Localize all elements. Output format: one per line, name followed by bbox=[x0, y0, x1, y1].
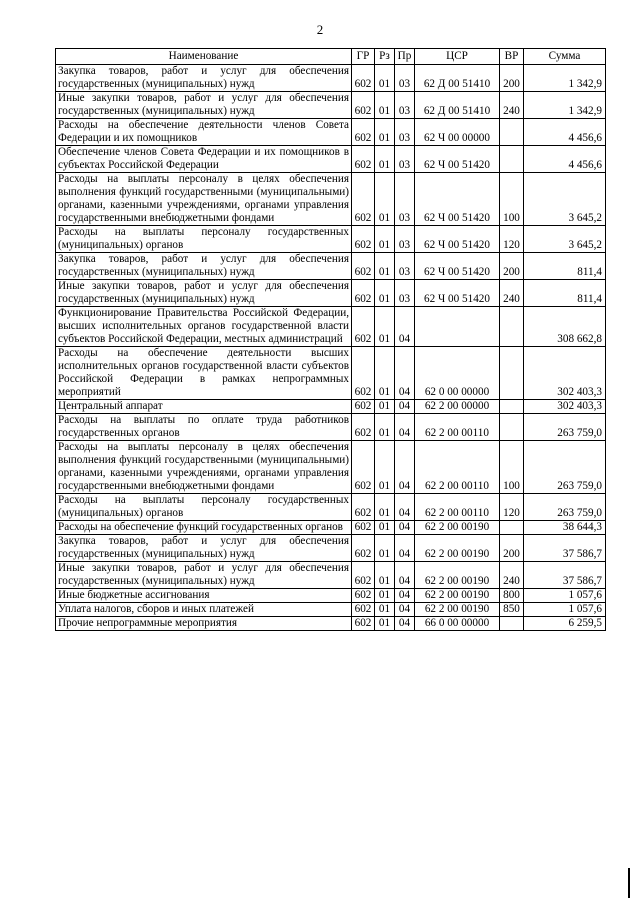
cell-sum: 308 662,8 bbox=[524, 307, 606, 347]
cell-rz: 01 bbox=[375, 617, 395, 631]
cell-pr: 04 bbox=[395, 347, 415, 400]
table-row bbox=[56, 253, 606, 280]
cell-sum: 3 645,2 bbox=[524, 173, 606, 226]
cell-rz: 01 bbox=[375, 173, 395, 226]
table-header-row bbox=[56, 49, 606, 65]
cell-sum: 38 644,3 bbox=[524, 521, 606, 535]
cell-name: Функционирование Правительства Российской Федерации, высших исполнительных органов государственной власти субъектов Российской Федерации, местных администраций bbox=[56, 307, 352, 347]
cell-rz: 01 bbox=[375, 226, 395, 253]
table-row bbox=[56, 347, 606, 400]
cell-rz: 01 bbox=[375, 146, 395, 173]
cell-pr: 04 bbox=[395, 617, 415, 631]
cell-vr: 200 bbox=[500, 535, 524, 562]
table-row bbox=[56, 494, 606, 521]
page-number: 2 bbox=[316, 22, 324, 37]
table-row bbox=[56, 119, 606, 146]
cell-vr: 100 bbox=[500, 441, 524, 494]
cell-sum: 4 456,6 bbox=[524, 146, 606, 173]
table-row bbox=[56, 603, 606, 617]
table-row bbox=[56, 414, 606, 441]
cell-name: Расходы на выплаты персоналу в целях обеспечения выполнения функций государственными (муниципальными) органами, казенными учреждениями, органами управления государственными внебюджетными фондами bbox=[56, 441, 352, 494]
cell-name: Закупка товаров, работ и услуг для обеспечения государственных (муниципальных) нужд bbox=[56, 65, 352, 92]
cell-csr: 62 Ч 00 51420 bbox=[415, 280, 500, 307]
cell-sum: 302 403,3 bbox=[524, 347, 606, 400]
cell-csr: 62 2 00 00190 bbox=[415, 562, 500, 589]
cell-sum: 37 586,7 bbox=[524, 535, 606, 562]
cell-pr: 03 bbox=[395, 119, 415, 146]
cell-sum: 1 057,6 bbox=[524, 589, 606, 603]
cell-vr bbox=[500, 400, 524, 414]
cell-vr: 200 bbox=[500, 65, 524, 92]
cell-pr: 04 bbox=[395, 521, 415, 535]
cell-csr: 62 2 00 00190 bbox=[415, 521, 500, 535]
cell-vr bbox=[500, 119, 524, 146]
header-gr: ГР bbox=[352, 49, 375, 65]
cell-sum: 1 057,6 bbox=[524, 603, 606, 617]
cell-pr: 04 bbox=[395, 535, 415, 562]
cell-sum: 263 759,0 bbox=[524, 414, 606, 441]
cell-name: Расходы на обеспечение функций государственных органов bbox=[56, 521, 352, 535]
cell-csr: 62 Ч 00 51420 bbox=[415, 253, 500, 280]
cell-gr: 602 bbox=[352, 400, 375, 414]
cell-name: Прочие непрограммные мероприятия bbox=[56, 617, 352, 631]
cell-rz: 01 bbox=[375, 521, 395, 535]
header-name: Наименование bbox=[56, 49, 352, 65]
cell-name: Центральный аппарат bbox=[56, 400, 352, 414]
header-pr: Пр bbox=[395, 49, 415, 65]
cell-gr: 602 bbox=[352, 65, 375, 92]
cell-pr: 03 bbox=[395, 146, 415, 173]
cell-vr bbox=[500, 617, 524, 631]
table-row bbox=[56, 280, 606, 307]
cell-csr: 62 2 00 00110 bbox=[415, 414, 500, 441]
margin-mark bbox=[628, 868, 630, 898]
cell-rz: 01 bbox=[375, 441, 395, 494]
cell-pr: 03 bbox=[395, 280, 415, 307]
cell-gr: 602 bbox=[352, 119, 375, 146]
cell-vr bbox=[500, 521, 524, 535]
cell-sum: 6 259,5 bbox=[524, 617, 606, 631]
cell-pr: 04 bbox=[395, 400, 415, 414]
cell-pr: 04 bbox=[395, 589, 415, 603]
header-vr: ВР bbox=[500, 49, 524, 65]
cell-sum: 1 342,9 bbox=[524, 92, 606, 119]
cell-pr: 03 bbox=[395, 173, 415, 226]
cell-rz: 01 bbox=[375, 494, 395, 521]
cell-gr: 602 bbox=[352, 589, 375, 603]
cell-rz: 01 bbox=[375, 589, 395, 603]
cell-name: Иные бюджетные ассигнования bbox=[56, 589, 352, 603]
cell-pr: 04 bbox=[395, 562, 415, 589]
cell-vr: 240 bbox=[500, 92, 524, 119]
cell-rz: 01 bbox=[375, 119, 395, 146]
cell-name: Обеспечение членов Совета Федерации и их помощников в субъектах Российской Федерации bbox=[56, 146, 352, 173]
cell-rz: 01 bbox=[375, 414, 395, 441]
cell-vr: 850 bbox=[500, 603, 524, 617]
cell-pr: 04 bbox=[395, 307, 415, 347]
cell-csr: 62 2 00 00110 bbox=[415, 494, 500, 521]
table-row bbox=[56, 226, 606, 253]
cell-rz: 01 bbox=[375, 562, 395, 589]
cell-vr: 240 bbox=[500, 280, 524, 307]
table-row bbox=[56, 617, 606, 631]
cell-name: Уплата налогов, сборов и иных платежей bbox=[56, 603, 352, 617]
cell-name: Закупка товаров, работ и услуг для обеспечения государственных (муниципальных) нужд bbox=[56, 253, 352, 280]
cell-vr: 240 bbox=[500, 562, 524, 589]
table-row bbox=[56, 307, 606, 347]
cell-name: Расходы на обеспечение деятельности членов Совета Федерации и их помощников bbox=[56, 119, 352, 146]
cell-gr: 602 bbox=[352, 173, 375, 226]
cell-pr: 03 bbox=[395, 226, 415, 253]
cell-sum: 811,4 bbox=[524, 253, 606, 280]
header-csr: ЦСР bbox=[415, 49, 500, 65]
cell-rz: 01 bbox=[375, 535, 395, 562]
cell-rz: 01 bbox=[375, 92, 395, 119]
cell-pr: 04 bbox=[395, 494, 415, 521]
table-row bbox=[56, 146, 606, 173]
cell-vr: 200 bbox=[500, 253, 524, 280]
cell-csr: 62 2 00 00110 bbox=[415, 441, 500, 494]
cell-vr bbox=[500, 414, 524, 441]
cell-gr: 602 bbox=[352, 521, 375, 535]
budget-table bbox=[55, 48, 606, 631]
cell-rz: 01 bbox=[375, 65, 395, 92]
cell-pr: 03 bbox=[395, 65, 415, 92]
cell-gr: 602 bbox=[352, 307, 375, 347]
cell-name: Расходы на выплаты персоналу государственных (муниципальных) органов bbox=[56, 494, 352, 521]
cell-name: Иные закупки товаров, работ и услуг для обеспечения государственных (муниципальных) нужд bbox=[56, 92, 352, 119]
table-row bbox=[56, 562, 606, 589]
cell-gr: 602 bbox=[352, 441, 375, 494]
cell-gr: 602 bbox=[352, 617, 375, 631]
cell-gr: 602 bbox=[352, 146, 375, 173]
cell-gr: 602 bbox=[352, 280, 375, 307]
header-rz: Рз bbox=[375, 49, 395, 65]
cell-csr: 62 Ч 00 00000 bbox=[415, 119, 500, 146]
cell-rz: 01 bbox=[375, 400, 395, 414]
cell-vr bbox=[500, 146, 524, 173]
cell-csr: 62 2 00 00190 bbox=[415, 535, 500, 562]
cell-vr: 120 bbox=[500, 226, 524, 253]
table-row bbox=[56, 65, 606, 92]
cell-vr bbox=[500, 307, 524, 347]
cell-pr: 03 bbox=[395, 92, 415, 119]
cell-csr: 62 2 00 00190 bbox=[415, 589, 500, 603]
table-body bbox=[56, 65, 606, 631]
cell-vr: 800 bbox=[500, 589, 524, 603]
cell-gr: 602 bbox=[352, 253, 375, 280]
table-row bbox=[56, 400, 606, 414]
cell-csr: 62 Д 00 51410 bbox=[415, 92, 500, 119]
table-row bbox=[56, 92, 606, 119]
table-row bbox=[56, 589, 606, 603]
cell-pr: 04 bbox=[395, 603, 415, 617]
cell-gr: 602 bbox=[352, 92, 375, 119]
cell-pr: 04 bbox=[395, 441, 415, 494]
cell-sum: 37 586,7 bbox=[524, 562, 606, 589]
cell-gr: 602 bbox=[352, 226, 375, 253]
cell-gr: 602 bbox=[352, 414, 375, 441]
cell-sum: 811,4 bbox=[524, 280, 606, 307]
cell-sum: 302 403,3 bbox=[524, 400, 606, 414]
cell-rz: 01 bbox=[375, 253, 395, 280]
cell-rz: 01 bbox=[375, 603, 395, 617]
cell-name: Иные закупки товаров, работ и услуг для обеспечения государственных (муниципальных) нужд bbox=[56, 562, 352, 589]
header-sum: Сумма bbox=[524, 49, 606, 65]
cell-csr: 62 2 00 00190 bbox=[415, 603, 500, 617]
cell-rz: 01 bbox=[375, 280, 395, 307]
cell-csr: 66 0 00 00000 bbox=[415, 617, 500, 631]
table-row bbox=[56, 521, 606, 535]
cell-csr: 62 Ч 00 51420 bbox=[415, 226, 500, 253]
cell-gr: 602 bbox=[352, 562, 375, 589]
cell-csr: 62 Д 00 51410 bbox=[415, 65, 500, 92]
cell-pr: 04 bbox=[395, 414, 415, 441]
cell-name: Расходы на выплаты персоналу в целях обеспечения выполнения функций государственными (муниципальными) органами, казенными учреждениями, органами управления государственными внебюджетными фондами bbox=[56, 173, 352, 226]
cell-vr: 120 bbox=[500, 494, 524, 521]
cell-sum: 1 342,9 bbox=[524, 65, 606, 92]
cell-sum: 263 759,0 bbox=[524, 494, 606, 521]
cell-rz: 01 bbox=[375, 307, 395, 347]
cell-sum: 263 759,0 bbox=[524, 441, 606, 494]
cell-gr: 602 bbox=[352, 535, 375, 562]
cell-csr: 62 2 00 00000 bbox=[415, 400, 500, 414]
cell-pr: 03 bbox=[395, 253, 415, 280]
cell-name: Расходы на выплаты по оплате труда работников государственных органов bbox=[56, 414, 352, 441]
cell-gr: 602 bbox=[352, 494, 375, 521]
cell-name: Расходы на выплаты персоналу государственных (муниципальных) органов bbox=[56, 226, 352, 253]
cell-csr bbox=[415, 307, 500, 347]
table-row bbox=[56, 535, 606, 562]
cell-gr: 602 bbox=[352, 603, 375, 617]
table-row bbox=[56, 173, 606, 226]
cell-name: Закупка товаров, работ и услуг для обеспечения государственных (муниципальных) нужд bbox=[56, 535, 352, 562]
cell-sum: 3 645,2 bbox=[524, 226, 606, 253]
cell-csr: 62 Ч 00 51420 bbox=[415, 146, 500, 173]
cell-sum: 4 456,6 bbox=[524, 119, 606, 146]
cell-csr: 62 Ч 00 51420 bbox=[415, 173, 500, 226]
cell-name: Иные закупки товаров, работ и услуг для обеспечения государственных (муниципальных) нужд bbox=[56, 280, 352, 307]
cell-vr bbox=[500, 347, 524, 400]
cell-name: Расходы на обеспечение деятельности высших исполнительных органов государственной власти субъектов Российской Федерации в рамках непрограммных мероприятий bbox=[56, 347, 352, 400]
cell-csr: 62 0 00 00000 bbox=[415, 347, 500, 400]
cell-vr: 100 bbox=[500, 173, 524, 226]
cell-rz: 01 bbox=[375, 347, 395, 400]
table-row bbox=[56, 441, 606, 494]
cell-gr: 602 bbox=[352, 347, 375, 400]
